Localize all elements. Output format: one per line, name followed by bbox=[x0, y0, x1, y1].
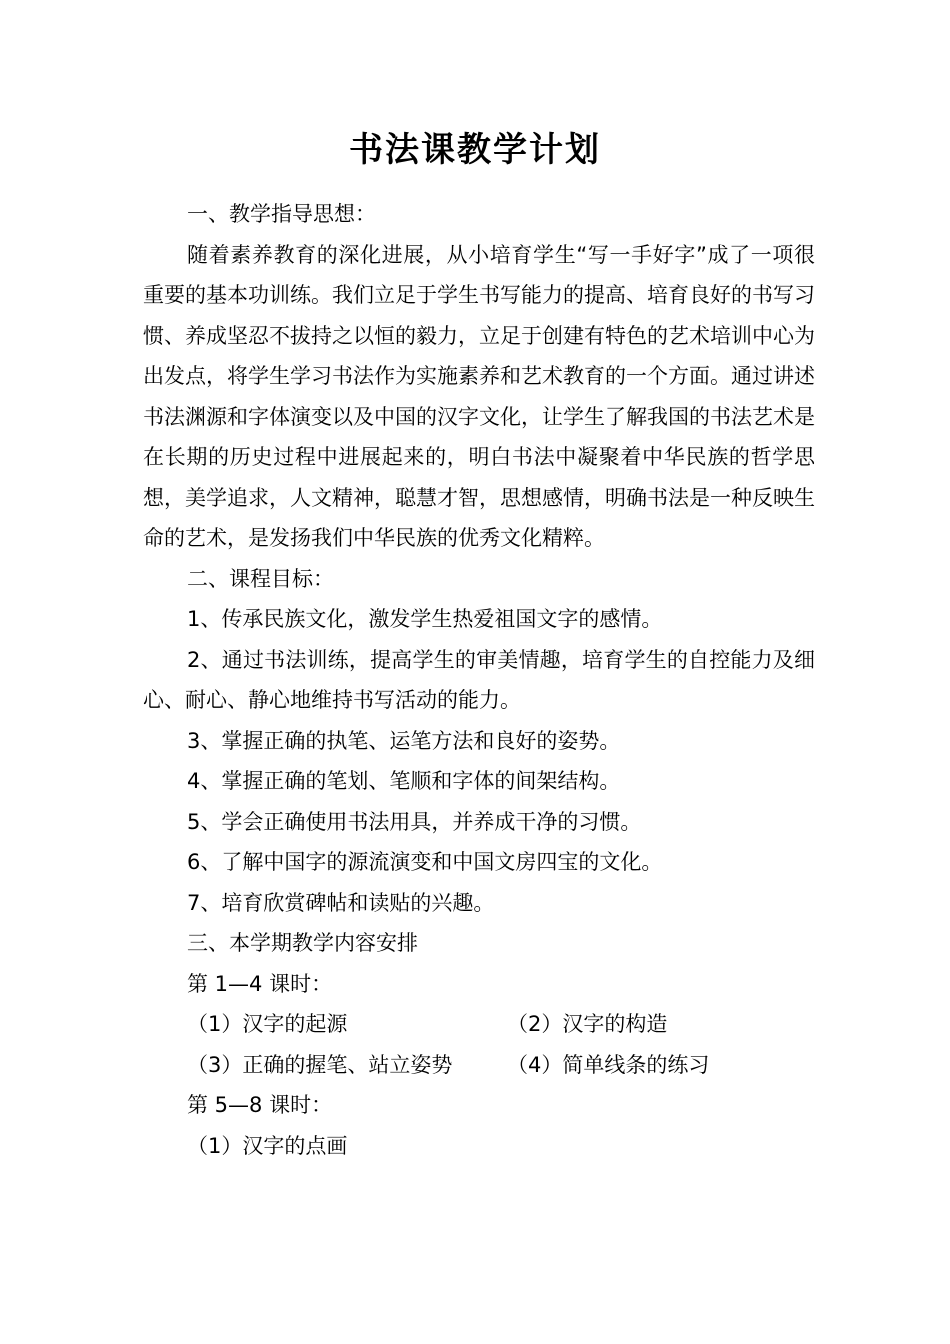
goal-item: 4、掌握正确的笔划、笔顺和字体的间架结构。 bbox=[187, 769, 621, 793]
lesson-item: （1）汉字的点画 bbox=[187, 1133, 348, 1158]
lesson-item: （2）汉字的构造 bbox=[507, 1012, 668, 1036]
goal-item: 2、通过书法训练，提高学生的审美情趣，培育学生的自控能力及细心、耐心、静心地维持书写活动的能力。 bbox=[143, 647, 815, 712]
section-heading-guiding-ideology: 一、教学指导思想： bbox=[187, 202, 376, 226]
lesson-items-row bbox=[143, 1045, 815, 1086]
guiding-ideology-paragraph: 随着素养教育的深化进展，从小培育学生“写一手好字”成了一项很重要的基本功训练。我们立足于学生书写能力的提高、培育良好的书写习惯、养成坚忍不拔持之以恒的毅力，立足于创建有特色的艺术培训中心为出发点，将学生学习书法作为实施素养和艺术教育的一个方面。通过讲述书法渊源和字体演变以及中国的汉字文化，让学生了解我国的书法艺术是在长期的历史过程中进展起来的，明白书法中凝聚着中华民族的哲学思想，美学追求，人文精神，聪慧才智，思想感情，明确书法是一种反映生命的艺术，是发扬我们中华民族的优秀文化精粹。 bbox=[143, 242, 815, 550]
goal-item: 3、掌握正确的执笔、运笔方法和良好的姿势。 bbox=[187, 728, 621, 753]
lesson-block-heading: 第 5—8 课时： bbox=[187, 1093, 333, 1117]
lesson-item: （4）简单线条的练习 bbox=[507, 1052, 710, 1077]
goal-item: 1、传承民族文化，激发学生热爱祖国文字的感情。 bbox=[187, 607, 663, 631]
lesson-item: （3）正确的握笔、站立姿势 bbox=[187, 1052, 453, 1077]
section-heading-course-goals: 二、课程目标： bbox=[187, 566, 334, 591]
goal-item: 7、培育欣赏碑帖和读贴的兴趣。 bbox=[187, 890, 495, 915]
goal-item: 6、了解中国字的源流演变和中国文房四宝的文化。 bbox=[187, 850, 663, 874]
lesson-items-row bbox=[143, 1004, 815, 1045]
lesson-items-row bbox=[143, 1126, 815, 1167]
lesson-item: （1）汉字的起源 bbox=[187, 1012, 348, 1036]
section-heading-teaching-schedule: 三、本学期教学内容安排 bbox=[187, 931, 418, 955]
document-title: 书法课教学计划 bbox=[349, 130, 601, 170]
document-body bbox=[143, 194, 815, 1166]
lesson-block-heading: 第 1—4 课时： bbox=[187, 971, 333, 996]
goal-item: 5、学会正确使用书法用具，并养成干净的习惯。 bbox=[187, 809, 642, 834]
